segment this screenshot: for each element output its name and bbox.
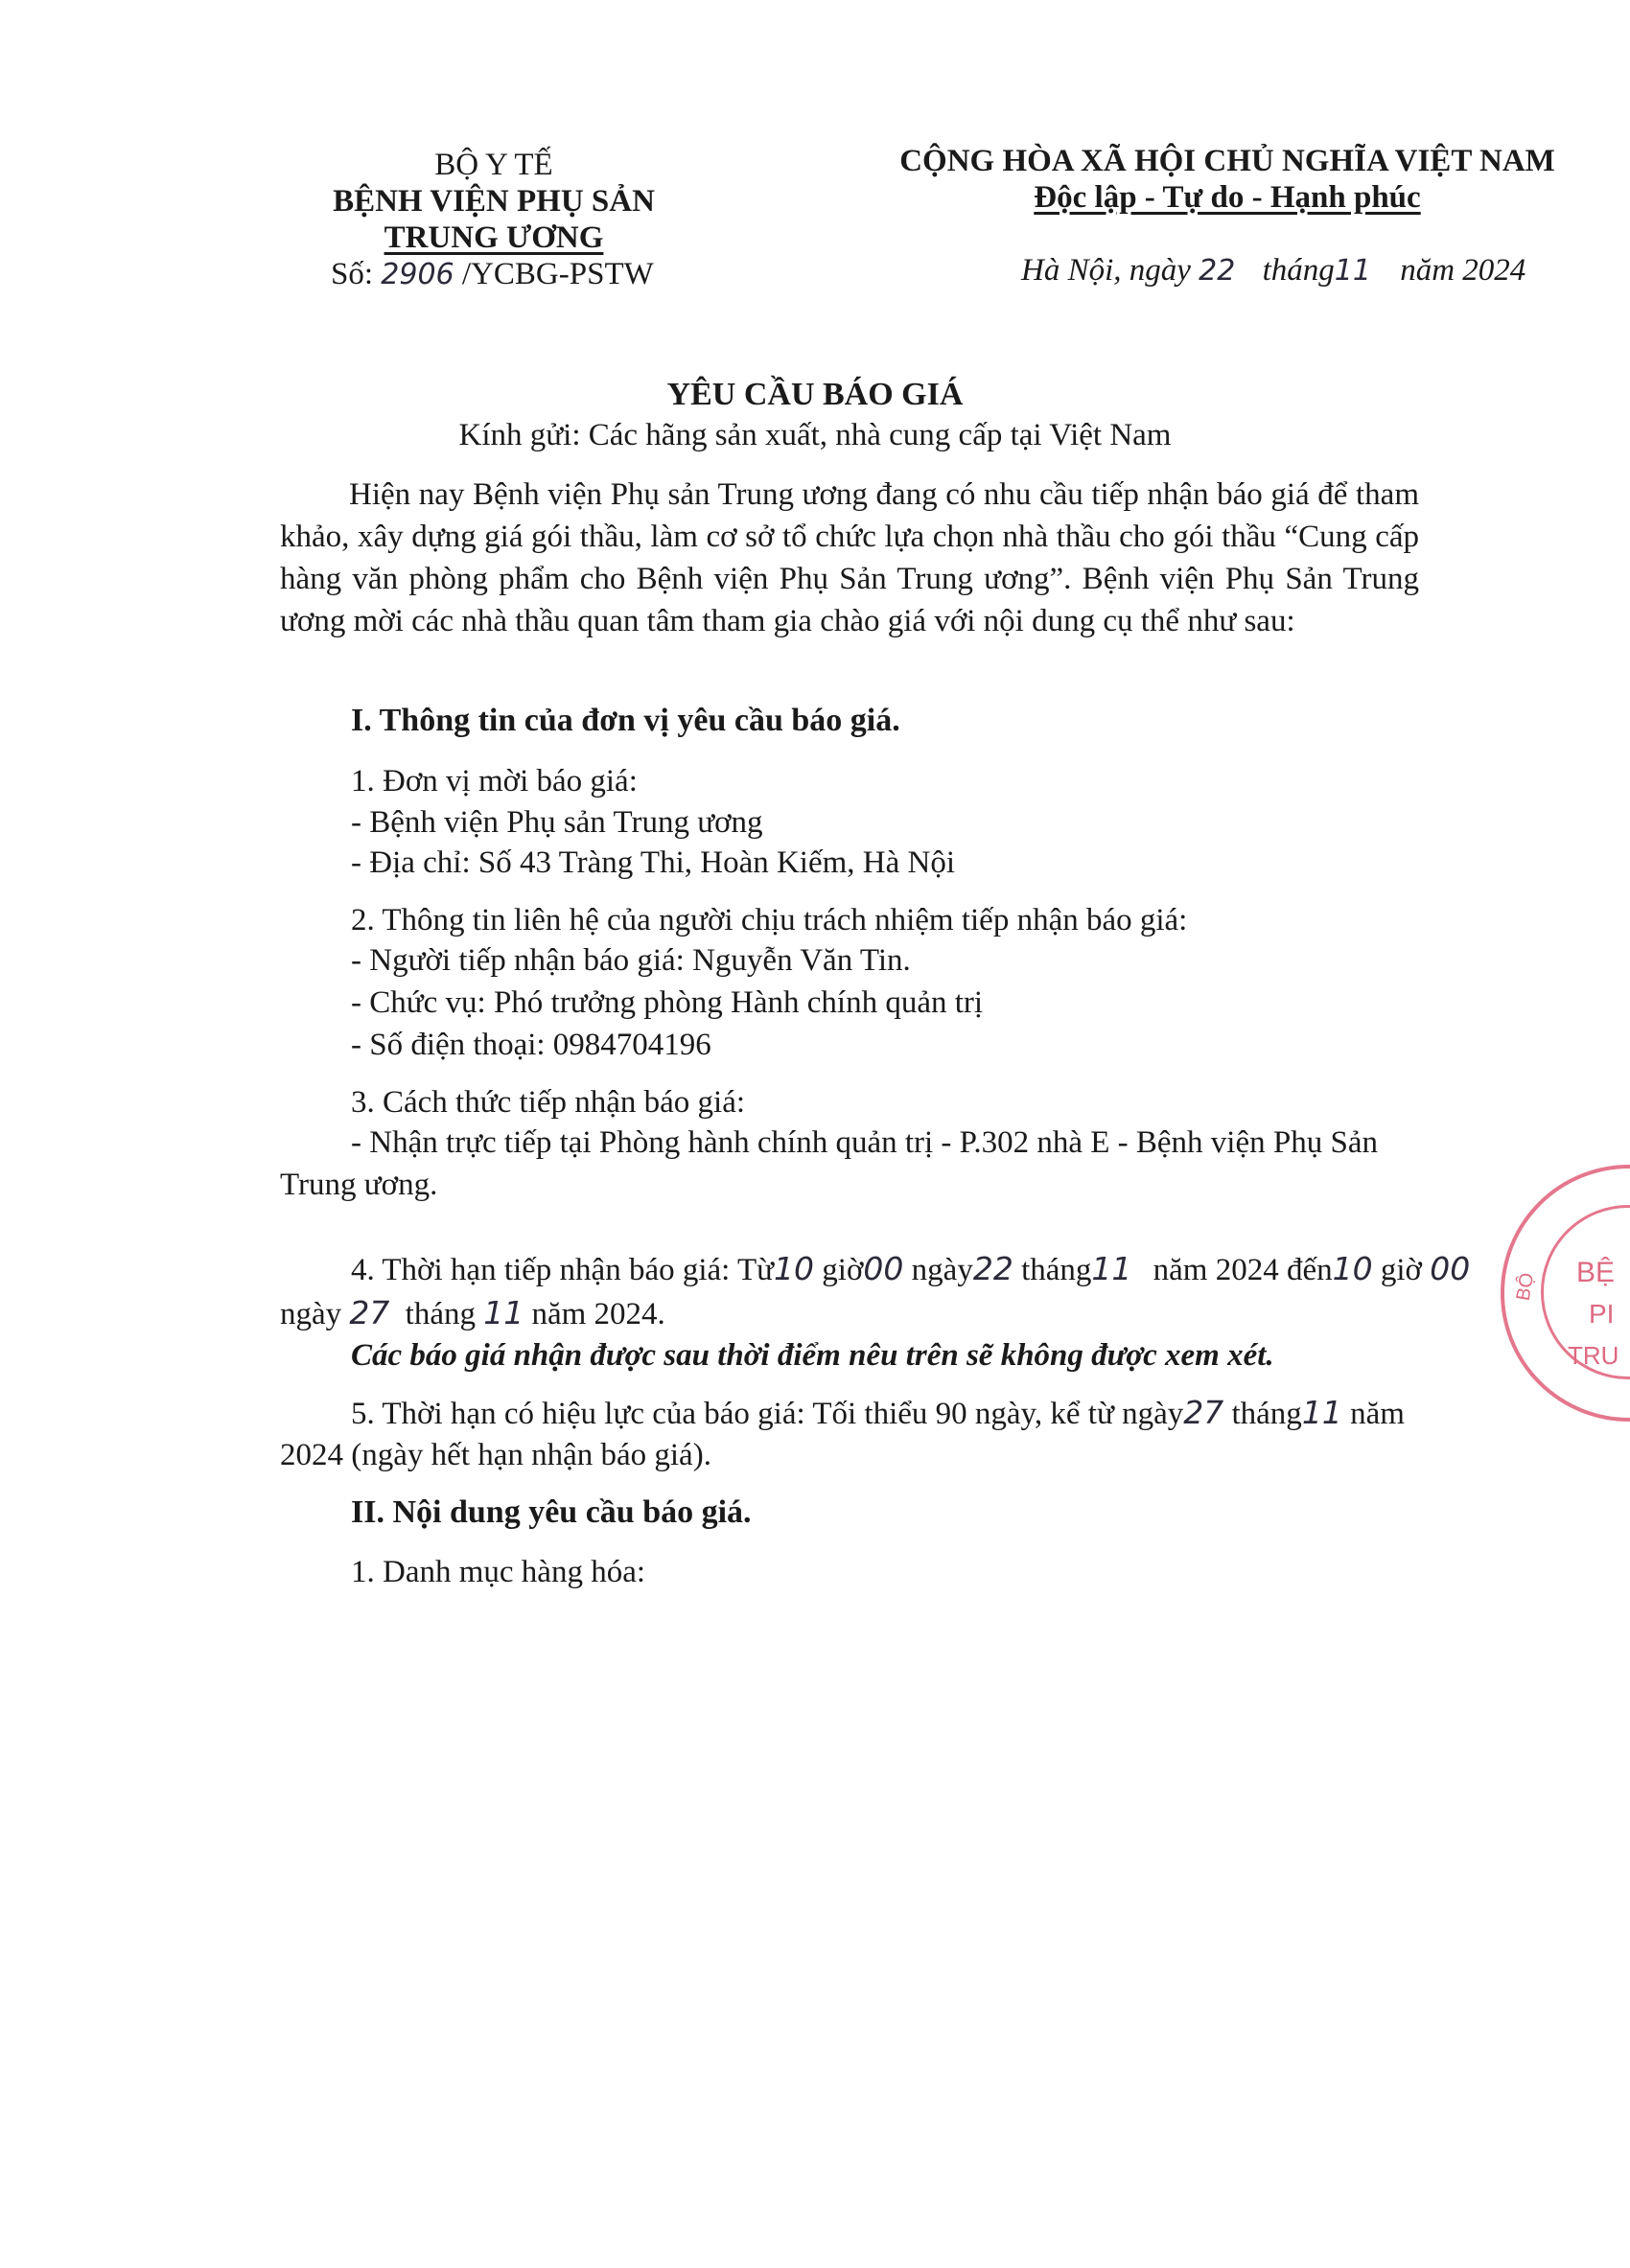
item4-text-8: tháng <box>405 1297 476 1331</box>
section1-item3-line1: - Nhận trực tiếp tại Phòng hành chính quản trị - P.302 nhà E - Bệnh viện Phụ Sản <box>351 1125 1378 1160</box>
seal-text-4: BỘ <box>1512 1271 1539 1303</box>
item4-hw-month-from: 11 <box>1091 1250 1132 1287</box>
section2-heading: II. Nội dung yêu cầu báo giá. <box>351 1494 752 1530</box>
section1-item5-line1 <box>351 1394 1405 1433</box>
country-name: CỘNG HÒA XÃ HỘI CHỦ NGHĨA VIỆT NAM <box>899 144 1555 178</box>
item4-hw-day-from: 22 <box>972 1250 1013 1287</box>
section1-item2-line2: - Chức vụ: Phó trưởng phòng Hành chính quản trị <box>351 985 984 1020</box>
item5-text-2: tháng <box>1231 1397 1302 1431</box>
item4-text-9: năm 2024. <box>531 1297 665 1331</box>
section1-item5-line2: 2024 (ngày hết hạn nhận báo giá). <box>280 1438 711 1472</box>
section1-item1-title: 1. Đơn vị mời báo giá: <box>351 764 638 798</box>
issue-date-year: năm 2024 <box>1400 253 1526 288</box>
document-number-suffix: /YCBG-PSTW <box>461 257 654 291</box>
item4-hw-day-to: 27 <box>349 1294 390 1331</box>
issue-date-day: 22 <box>1199 254 1236 288</box>
issue-date-month: 11 <box>1334 254 1371 288</box>
ministry-name: BỘ Y TẾ <box>434 148 553 182</box>
item4-text-6: giờ <box>1380 1253 1422 1287</box>
item5-text-1: 5. Thời hạn có hiệu lực của báo giá: Tối thiểu 90 ngày, kể từ ngày <box>351 1397 1184 1431</box>
seal-text-2: PI <box>1589 1299 1615 1329</box>
item4-text-5: năm 2024 đến <box>1153 1253 1333 1287</box>
item5-hw-month: 11 <box>1301 1394 1342 1431</box>
national-motto-text: Độc lập - Tự do - Hạnh phúc <box>1034 180 1421 215</box>
section1-item4-line1 <box>351 1250 1470 1289</box>
item4-text-2: giờ <box>822 1253 864 1287</box>
item4-hw-hour-from: 10 <box>774 1250 815 1287</box>
section1-item4-line2 <box>280 1294 665 1333</box>
item4-text-1: 4. Thời hạn tiếp nhận báo giá: Từ <box>351 1253 775 1287</box>
document-number <box>331 255 654 294</box>
document-title: YÊU CẦU BÁO GIÁ <box>666 377 964 412</box>
issue-date-prefix: Hà Nội, ngày <box>1021 253 1191 288</box>
intro-paragraph: Hiện nay Bệnh viện Phụ sản Trung ương đang có nhu cầu tiếp nhận báo giá để tham khảo, xây dựng giá gói thầu, làm cơ sở tổ chức lựa chọn nhà thầu cho gói thầu “Cung cấp hàng văn phòng phẩm cho Bệnh viện Phụ Sản Trung ương”. Bệnh viện Phụ Sản Trung ương mời các nhà thầu quan tâm tham gia chào giá với nội dung cụ thể như sau: <box>280 477 1419 638</box>
item4-hw-hour-to: 10 <box>1332 1250 1373 1287</box>
section1-item1-line1: - Bệnh viện Phụ sản Trung ương <box>351 805 763 840</box>
section1-item2-title: 2. Thông tin liên hệ của người chịu trách nhiệm tiếp nhận báo giá: <box>351 903 1188 937</box>
issue-date <box>1021 251 1525 290</box>
section1-heading: I. Thông tin của đơn vị yêu cầu báo giá. <box>351 703 900 738</box>
hospital-name-line2-text: TRUNG ƯƠNG <box>384 220 604 255</box>
seal-text-1: BỆ <box>1576 1257 1616 1288</box>
document-number-prefix: Số: <box>331 257 374 291</box>
section1-item2-line1: - Người tiếp nhận báo giá: Nguyễn Văn Tin. <box>351 943 911 978</box>
item4-hw-month-to: 11 <box>483 1294 524 1331</box>
item5-text-3: năm <box>1350 1397 1405 1431</box>
item4-text-4: tháng <box>1021 1253 1092 1287</box>
item4-hw-minute-from: 00 <box>863 1250 904 1287</box>
document-number-handwritten: 2906 <box>381 258 454 291</box>
recipient: Kính gửi: Các hãng sản xuất, nhà cung cấp tại Việt Nam <box>458 418 1172 452</box>
section1-item3-line2: Trung ương. <box>280 1168 438 1202</box>
section1-item1-line2: - Địa chỉ: Số 43 Tràng Thi, Hoàn Kiếm, Hà Nội <box>351 845 956 880</box>
item4-hw-minute-to: 00 <box>1430 1250 1471 1287</box>
national-motto <box>844 178 1611 217</box>
item5-hw-day: 27 <box>1183 1394 1224 1431</box>
hospital-name-line2 <box>278 219 710 257</box>
item4-text-3: ngày <box>911 1253 973 1287</box>
section1-item4-note: Các báo giá nhận được sau thời điểm nêu trên sẽ không được xem xét. <box>351 1338 1274 1373</box>
official-seal <box>1501 1165 1630 1422</box>
seal-text-3: TRU <box>1568 1341 1619 1370</box>
section1-item3-title: 3. Cách thức tiếp nhận báo giá: <box>351 1085 746 1120</box>
section1-item2-line3: - Số điện thoại: 0984704196 <box>351 1028 711 1062</box>
issue-date-month-label: tháng <box>1262 253 1335 288</box>
hospital-name-line1: BỆNH VIỆN PHỤ SẢN <box>333 184 655 219</box>
section2-item1-title: 1. Danh mục hàng hóa: <box>351 1555 646 1589</box>
item4-text-7: ngày <box>280 1297 342 1331</box>
